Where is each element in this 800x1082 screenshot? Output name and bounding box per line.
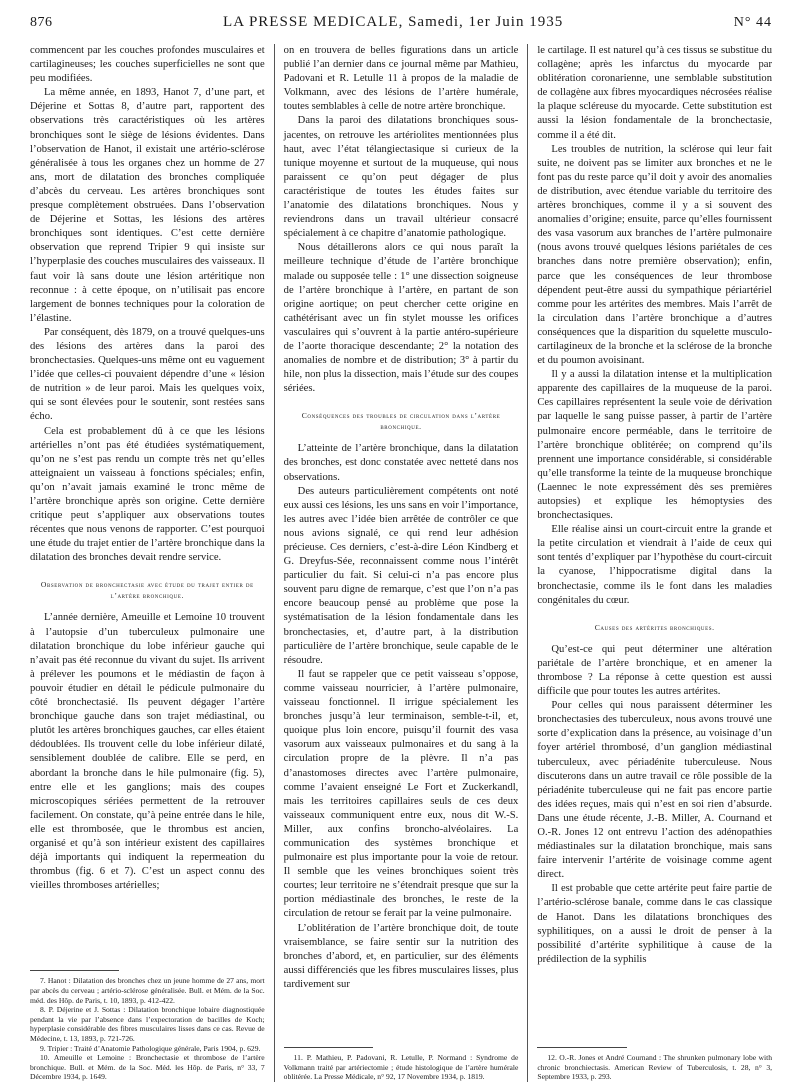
footnote: 11. P. Mathieu, P. Padovani, R. Letulle, P. Normand : Syndrome de Volkmann traité par artériectomie ; étude histologique de l’artère humérale oblitérée. La Presse Médicale, n° 92, 17 Novembre 1934, p. 1819. [283, 1053, 519, 1082]
paragraph: La même année, en 1893, Hanot 7, d’une part, et Déjerine et Sottas 8, d’autre part, rapportent des observations très caractéristiques où les artères bronchiques sont le siège de lésions évidentes. Dans l’observation de Hanot, il existait une artério-sclérose généralisée à tous les organes chez un homme de 27 ans, mort de dilatation des bronches compliquée d’abcès du cerveau. Les artères bronchiques sont presque complètement obstruées. Dans l’observation de Déjerine et Sottas, les lésions des artères bronchiques sont identiques. C’est cette dernière observation que reprend Tripier 9 qui insiste sur l’hyperplasie des couches musculaires des vaisseaux. Il faut voir là sans doute une lésion artéritique non reconnue : à cette époque, on n’utilisait pas encore largement de bonnes techniques pour la coloration de l’élastine. [30, 87, 265, 324]
running-header [30, 14, 772, 36]
footnote: 8. P. Déjerine et J. Sottas : Dilatation bronchique lobaire diagnostiquée pendant la vie par l’absence dans l’expectoration de bacilles de Koch; hyperplasie considérable des fibres musculaires lisses dans ce cas. Revue de Médecine, t. 13, 1893, p. 721-726. [30, 1005, 265, 1044]
paragraph: Il faut se rappeler que ce petit vaisseau s’oppose, comme vaisseau nourricier, à l’artère pulmonaire, vaisseau fonctionnel. Il irrigue spécialement les bronches jusqu’à leur terminaison, semble-t-il, et, quoique plus loin encore, puisqu’il fournit des vasa vasorum aux vaisseaux pulmonaires et du sang à la circulation propre de la plèvre. Il n’a pas d’anastomoses directes avec l’artère pulmonaire, comme l’avaient enseigné Le Fort et Zuckerkandl, mais les territoires capillaires seuls de ces deux vaisseaux communiquent entre eux, nous dit W.-S. Miller, aux confins broncho-alvéolaires. La communication des systèmes bronchique et pulmonaire est plus importante pour la voie de retour. Il semble que les veines bronchiques soient très courtes; leur territoire ne s’étendrait presque que sur la portion médiastinale des bronches, le reste de la circulation de retour se ferait par la veine pulmonaire. [283, 668, 519, 920]
paragraph: Qu’est-ce qui peut déterminer une altération pariétale de l’artère bronchique, et en amener la thrombose ? La réponse à cette question est aussi difficile que pour toutes les autres artérites. [537, 643, 773, 698]
paragraph: Cela est probablement dû à ce que les lésions artérielles n’ont pas été étudiées systématiquement, qu’on ne s’est pas rendu un compte très net qu’elles atteignaient un vaisseau à fonctions spéciales; enfin, qu’on n’avait jamais examiné le tronc même de l’artère bronchique après son origine. Cette dernière critique peut s’appliquer aux observations toutes récentes que nous venons de rapporter. C’est pourquoi une étude du trajet entier de l’artère bronchique dans la dilatation des bronches devait rendre service. [30, 425, 265, 564]
column-1 [30, 44, 274, 1082]
footnote-rule [284, 1047, 373, 1048]
paragraph: on en trouvera de belles figurations dans un article publié l’an dernier dans ce journal même par Mathieu, Padovani et R. Letulle 11 à propos de la maladie de Volkmann, avec des lésions de l’artère humérale, toutes semblables à celle de notre artère bronchique. [283, 45, 519, 113]
footnotes [284, 1047, 519, 1082]
column-3 [527, 44, 772, 1082]
section-heading: Observation de bronchectasie avec étude du trajet entier de l’artère bronchique. [40, 580, 254, 601]
footnotes [537, 1047, 772, 1082]
paragraph: Pour celles qui nous paraissent déterminer les bronchectasies des tuberculeux, nous avons trouvé une sorte d’explication dans la présence, au voisinage d’un foyer artériel thrombosé, d’un ganglion médiastinal tuberculeux, avec périadénite tuberculeuse. Nous discuterons dans un autre travail ce rôle possible de la périadénite tuberculeuse qui ne fait pas encore partie des idées reçues, mais qui n’est en soi rien d’absurde. Dans une étude récente, J.-B. Miller, A. Cournand et O.-R. Jones 12 ont entrevu l’action des adénopathies médiastinales sur la dilatation bronchique, mais sans faire intervenir l’artérite de voisinage comme agent direct. [537, 700, 773, 881]
column-2 [274, 44, 528, 1082]
section-heading: Conséquences des troubles de circulation dans l’artère bronchique. [301, 411, 501, 432]
paragraph: Nous détaillerons alors ce qui nous paraît la meilleure technique d’étude de l’artère bronchique malade ou supposée telle : 1° une dissection soigneuse de l’artère bronchique à l’artère, en partant de son origine aortique; on peut chercher cette origine en cathétérisant avec un fin stylet mousse les orifices vasculaires qui s’ouvrent à la partie antéro-supérieure de l’aorte thoracique descendante; 2° la notation des anomalies de nombre et de distribution; 3° à partir du hile, non plus la dissection, mais l’étude sur des coupes sériées. [283, 242, 519, 395]
paragraph: Des auteurs particulièrement compétents ont noté eux aussi ces lésions, les uns sans en voir l’importance, les autres avec l’idée bien arrêtée de contrôler ce que nous avions signalé, ce qui rend leur adhésion précieuse. Ces derniers, c’est-à-dire Léon Kindberg et G. Dreyfus-Sée, reconnaissent comme nous l’intérêt particulier du fait. Si celui-ci n’a pas encore plus souvent paru digne de remarque, c’est que l’on n’a pas encore beaucoup pensé au problème que pose la systématisation de la lésion fondamentale dans les bronchectasies, et, d’autre part, à la distribution particulière de l’artère bronchique, seule capable de le résoudre. [283, 485, 519, 666]
footnote: 7. Hanot : Dilatation des bronches chez un jeune homme de 27 ans, mort par abcès du cerveau ; artério-sclérose généralisée. Bull. et Mém. de la Soc. méd. des Hôp. de Paris, t. 10, 1893, p. 412-422. [30, 976, 265, 1005]
issue-date: Samedi, 1er Juin 1935 [408, 14, 564, 30]
footnote-rule [537, 1047, 626, 1048]
paragraph: Les troubles de nutrition, la sclérose qui leur fait suite, ne doivent pas se limiter aux bronches et ne le font pas du reste parce qu’il doit y avoir des anomalies de distribution, avec étendue variable du territoire des artères bronchiques, comme il y a si souvent des anomalies d’origine; ensuite, parce qu’elles fournissent des vasa vasorum aux branches de l’artère pulmonaire (nous avons trouvé quelques lésions pariétales de ces branches dans notre première observation); enfin, parce que les conséquences de leur thrombose dépendent peut-être aussi du sympathique périartériel comme pour les artérites des membres. Mais l’arrêt de la circulation dans l’artère bronchique a d’autres conséquences que la disparition du squelette musculo-cartilagineux de la bronche et la sclérose de la bronche et du poumon avoisinant. [537, 143, 773, 367]
footnote: 9. Tripier : Traité d’Anatomie Pathologique générale, Paris 1904, p. 629. [40, 1043, 261, 1053]
journal-title: LA PRESSE MEDICALE, Samedi, 1er Juin 1935 [223, 14, 564, 30]
journal-name: LA PRESSE MEDICALE [223, 14, 399, 30]
section-heading: Causes des artérites bronchiques. [594, 622, 715, 632]
footnote-rule [30, 970, 119, 971]
paragraph: L’oblitération de l’artère bronchique doit, de toute vraisemblance, se faire sentir sur la nutrition des bronches d’abord, et, en particulier, sur des éléments aussi différenciés que les fibres musculaires lisses, plus tardivement sur [283, 922, 519, 990]
footnote: 10. Ameuille et Lemoine : Bronchectasie et thrombose de l’artère bronchique. Bull. et Mém. de la Soc. Méd. les Hôp. de Paris, n° 33, 7 Décembre 1934, p. 1649. [30, 1053, 265, 1082]
paragraph: Elle réalise ainsi un court-circuit entre la grande et la petite circulation et viendrait à l’aide de ceux qui sont tentés d’expliquer par l’hypothèse du court-circuit la cyanose, l’hippocratisme digital dans la bronchectasie, comme ils le font dans les maladies congénitales du cœur. [537, 524, 773, 606]
paragraph: L’atteinte de l’artère bronchique, dans la dilatation des bronches, est donc constatée avec netteté dans nos observations. [283, 443, 519, 483]
issue-number: N° 44 [733, 15, 772, 30]
paragraph: Il est probable que cette artérite peut faire partie de l’artério-sclérose banale, comme dans le cas classique de Hanot. Dans les dilatations bronchiques des syphilitiques, on a aussi le droit de penser à la possibilité d’artérite syphilitique à cause de la prédilection de la syphilis [537, 883, 773, 965]
paragraph: Dans la paroi des dilatations bronchiques sous-jacentes, on retrouve les artériolites mentionnées plus haut, avec l’état télangiectasique si curieux de la tunique moyenne et surtout de la muqueuse, qui nous paraissent ce qu’on peut dégager de plus caractéristique de toutes les études faites sur l’anatomie des dilatations bronchiques. Nous y reviendrons dans un travail ultérieur consacré spécialement à ce chapitre d’anatomie pathologique. [283, 115, 519, 240]
paragraph: Par conséquent, dès 1879, on a trouvé quelques-uns des lésions des artères dans la paroi des bronchectasies. Quelques-uns même ont eu vaguement l’idée que celles-ci pouvaient dépendre d’une « lésion de nutrition » de leur paroi. Mais les quelques voix, qui se sont élevées pour le soutenir, sont restées sans écho. [30, 326, 265, 423]
text-columns [30, 44, 772, 1082]
paragraph: L’année dernière, Ameuille et Lemoine 10 trouvent à l’autopsie d’un tuberculeux pulmonaire une dilatation bronchique du lobe inférieur gauche qui n’avait pas été reconnue du vivant du sujet. Ils arrivent à prélever les poumons et le médiastin de façon à pouvoir étudier en détail le pédicule pulmonaire du côté bronchectasié. Ils peuvent dégager l’artère bronchique gauche dans son trajet médiastinal, ou plutôt les artères bronchiques gauches, car elles étaient dédoublées. Ils trouvent celle du lobe inférieur dilaté, sensiblement doublée de calibre. Elle se perd, en abordant la bronche dans le hile pulmonaire (fig. 5), entre elle et les ganglions; mais des coupes microscopiques sériées permettent de la retrouver facilement. On constate, qu’à peine entrée dans le hile, elle est thrombosée, que le thrombus est ancien, organisé et qu’à son intérieur existent des capillaires déjà importants qui indiquent la repermeation du thrombus (fig. 6 et 7). C’est un aspect connu des vieilles thromboses artérielles; [30, 612, 265, 892]
paragraph: le cartilage. Il est naturel qu’à ces tissus se substitue du collagène; après les infarctus du myocarde par oblitération coronarienne, une semblable substitution de collagène aux fibres myocardiques nécrosées réalise la plaque scléreuse du myocarde. Cette substitution est aussi la lésion fondamentale de la bronchectasie, comme il a été dit. [537, 45, 773, 141]
page-number: 876 [30, 15, 53, 30]
paragraph: commencent par les couches profondes musculaires et cartilagineuses; les couches superficielles ne sont que peu modifiées. [30, 45, 265, 85]
footnote: 12. O.-R. Jones et André Cournand : The shrunken pulmonary lobe with chronic bronchiectasis. American Review of Tuberculosis, t. 28, n° 3, Septembre 1933, p. 293. [537, 1053, 773, 1082]
paragraph: Il y a aussi la dilatation intense et la multiplication apparente des capillaires de la muqueuse de la paroi. Ces capillaires représentent la seule voie de dérivation par laquelle le sang puisse passer, à partir de l’artère pulmonaire encore perméable, dans le territoire de l’artère bronchique oblitérée; on comprend qu’ils prennent une importance considérable, si considérable qu’elle transforme la teinte de la muqueuse bronchique (Laennec le note expressément dès ses premières autopsies) et explique les hémoptysies des bronchectasiques. [537, 369, 773, 522]
footnotes [30, 970, 265, 1082]
